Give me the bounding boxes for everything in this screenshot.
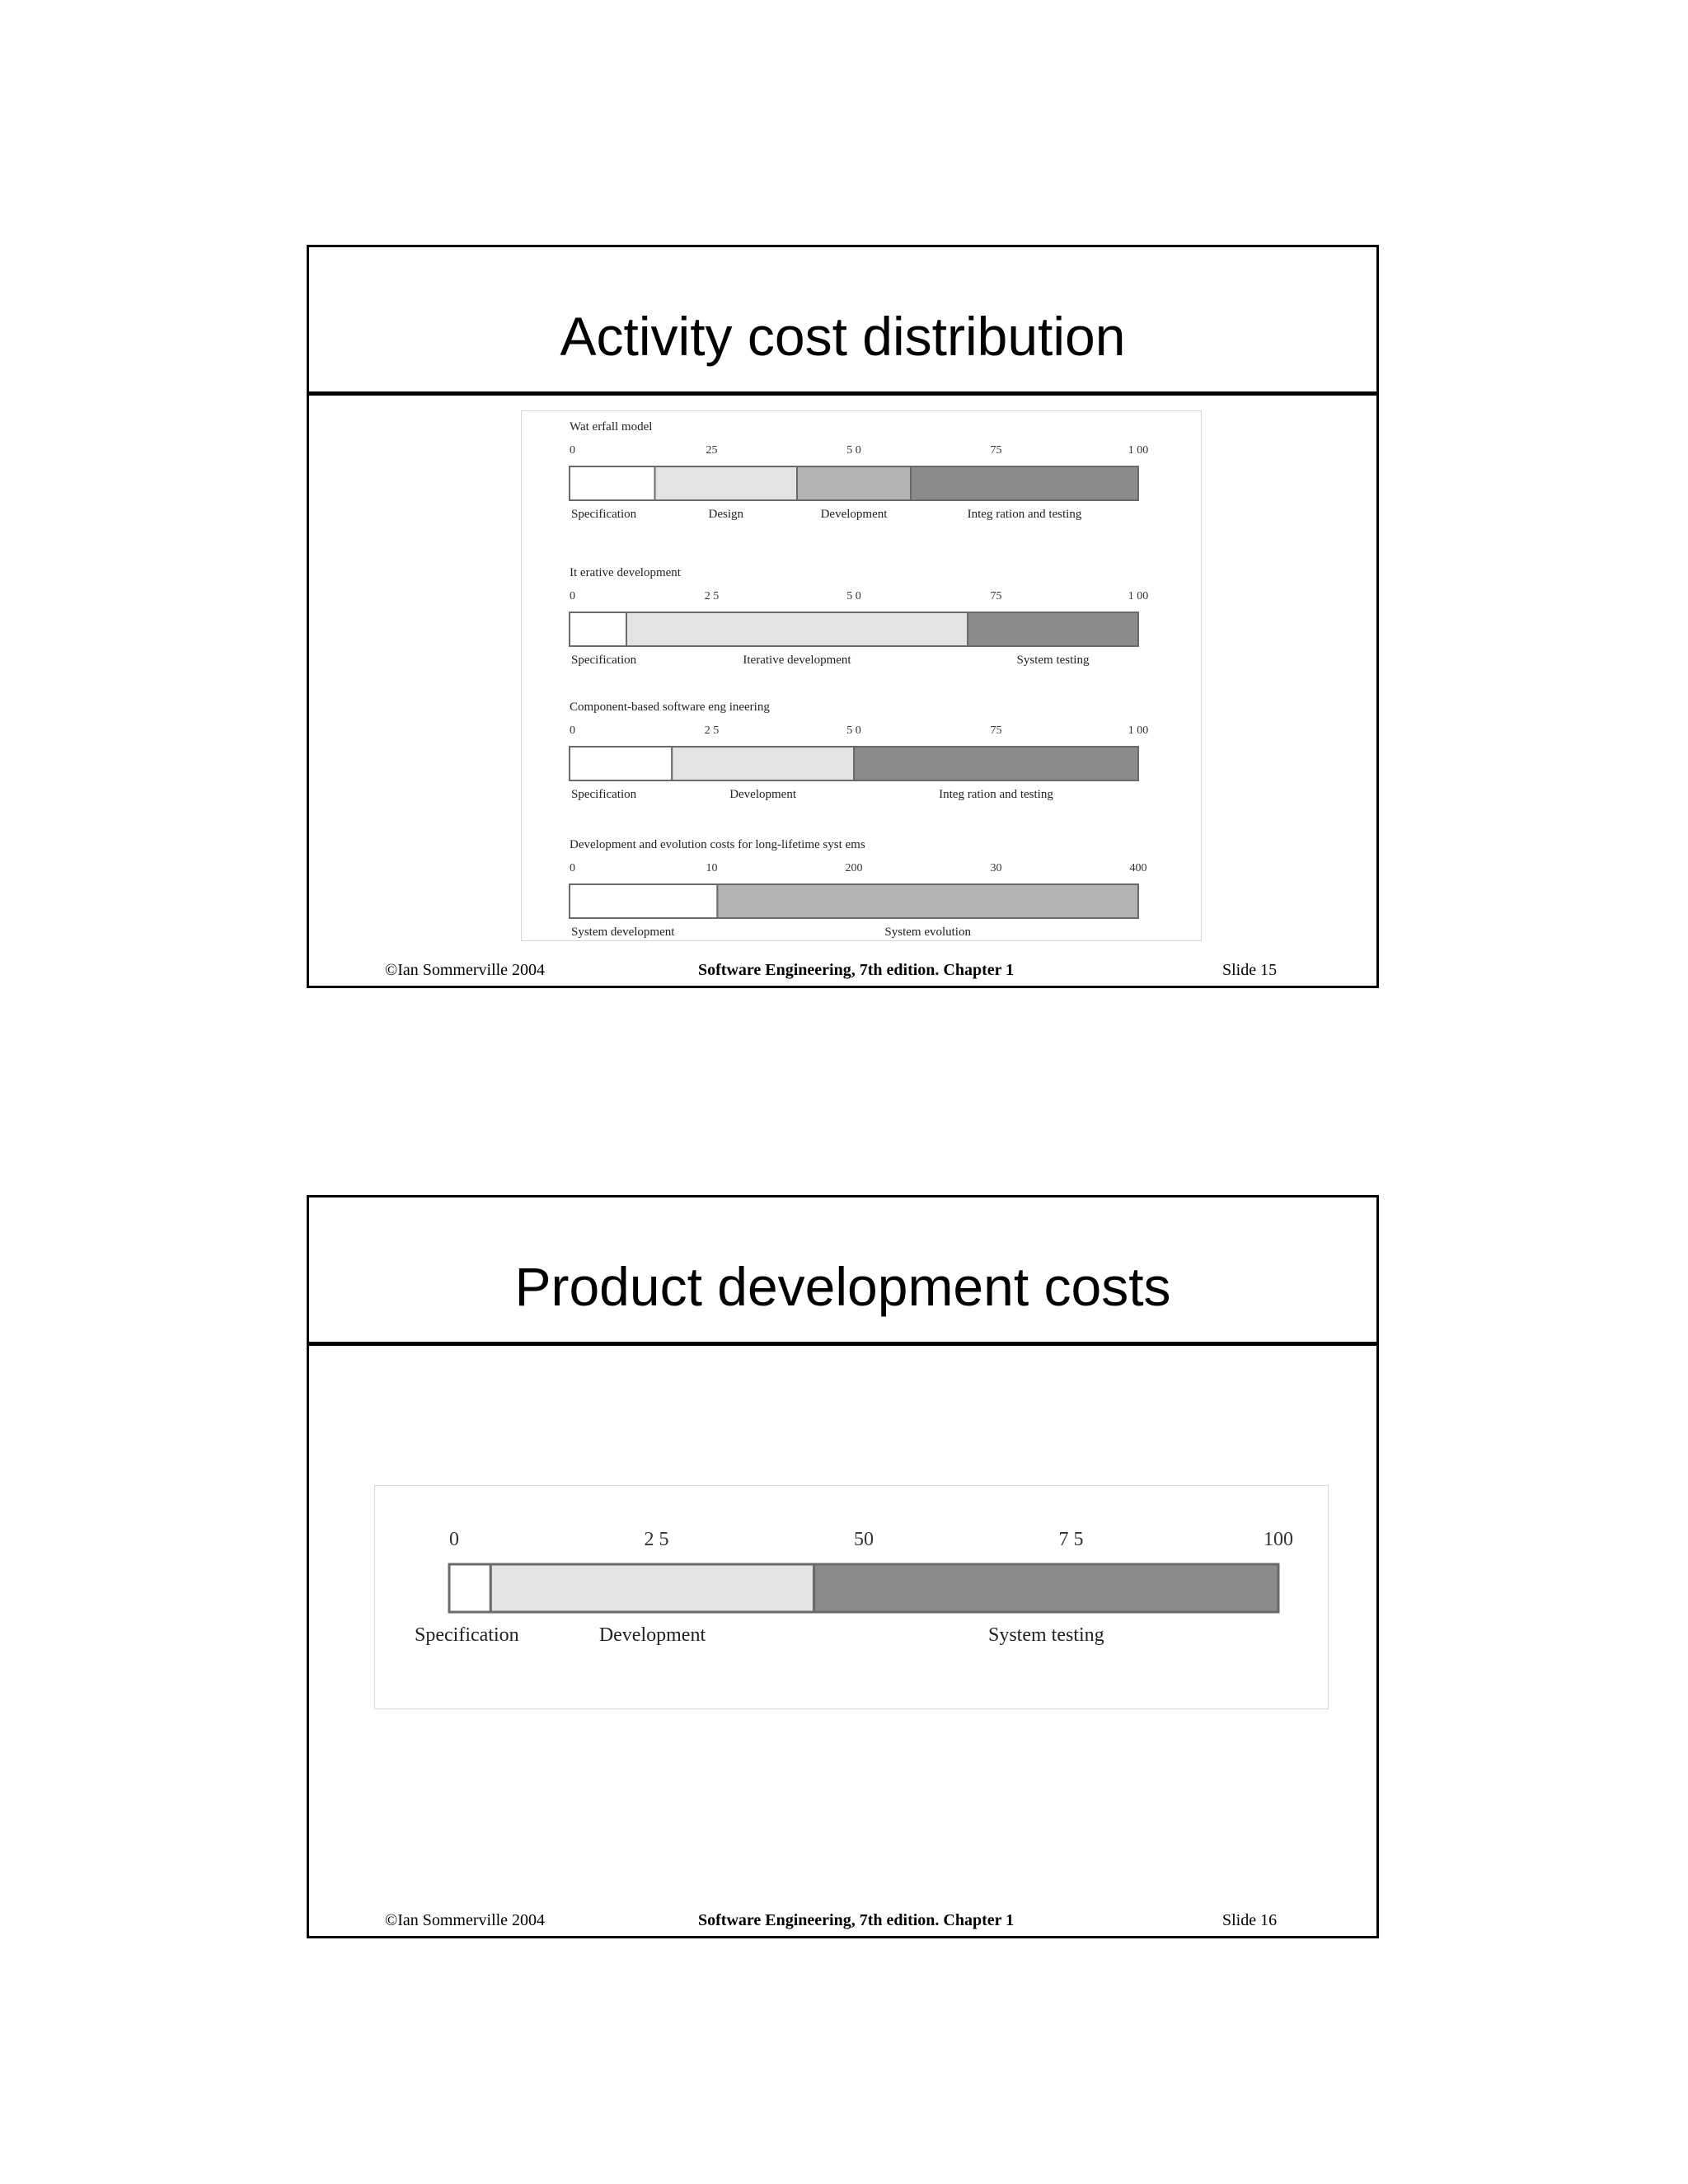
segment-label: System evolution: [884, 926, 971, 939]
footer-copyright: ©Ian Sommerville 2004: [385, 961, 546, 979]
segment-label: System testing: [1016, 654, 1090, 667]
segment-label: Specification: [571, 508, 637, 521]
slide-title: Product development costs: [514, 1256, 1171, 1317]
tick-label: 75: [990, 724, 1002, 737]
segment-label: System development: [571, 926, 675, 939]
bar-segment: [655, 466, 798, 500]
segment-label: Integ ration and testing: [967, 508, 1082, 521]
tick-label: 75: [990, 444, 1002, 457]
tick-label: 2 5: [704, 590, 720, 602]
chart-title: Development and evolution costs for long-lifetime syst ems: [570, 838, 865, 851]
bar-segment: [570, 612, 626, 646]
product-cost-figure: [374, 1485, 1329, 1709]
slide-15: [307, 245, 1379, 988]
bar-segment: [490, 1564, 814, 1612]
segment-label: Development: [598, 1624, 706, 1646]
chart-title: It erative development: [570, 566, 681, 579]
segment-label: Specification: [571, 654, 637, 667]
tick-label: 2 5: [644, 1529, 669, 1550]
footer-slide-number: Slide 15: [1222, 961, 1278, 979]
title-divider: [309, 1342, 1376, 1346]
activity-cost-figure: [521, 410, 1202, 941]
tick-label: 10: [706, 862, 718, 874]
segment-label: Specification: [415, 1624, 519, 1646]
chart-title: Component-based software eng ineering: [570, 701, 770, 714]
slide-16: [307, 1195, 1379, 1938]
bar-segment: [814, 1564, 1278, 1612]
chart-title: Wat erfall model: [570, 420, 653, 434]
tick-label: 30: [990, 862, 1002, 874]
bar-segment: [570, 466, 655, 500]
product-cost-chart: [375, 1486, 1328, 1708]
segment-label: Specification: [571, 788, 637, 801]
segment-label: Iterative development: [743, 654, 851, 667]
segment-label: Development: [820, 508, 888, 521]
bar-segment: [797, 466, 911, 500]
bar-segment: [449, 1564, 490, 1612]
segment-label: Design: [708, 508, 743, 521]
footer-book-title: Software Engineering, 7th edition. Chapter 1: [698, 1911, 1015, 1929]
tick-label: 0: [570, 590, 575, 602]
tick-label: 100: [1264, 1529, 1293, 1550]
footer-copyright: ©Ian Sommerville 2004: [385, 1911, 546, 1929]
tick-label: 5 0: [846, 724, 861, 737]
bar-segment: [672, 747, 854, 780]
footer-book-title: Software Engineering, 7th edition. Chapter 1: [698, 961, 1015, 979]
tick-label: 1 00: [1128, 590, 1149, 602]
tick-label: 7 5: [1058, 1529, 1084, 1550]
tick-label: 0: [570, 444, 575, 457]
tick-label: 0: [570, 724, 575, 737]
bar-segment: [570, 747, 672, 780]
tick-label: 200: [845, 862, 863, 874]
bar-segment: [854, 747, 1138, 780]
segment-label: Development: [729, 788, 797, 801]
tick-label: 0: [570, 862, 575, 874]
bar-segment: [911, 466, 1138, 500]
activity-cost-chart: [522, 411, 1201, 940]
tick-label: 2 5: [704, 724, 720, 737]
bar-segment: [968, 612, 1138, 646]
tick-label: 1 00: [1128, 724, 1149, 737]
tick-label: 1 00: [1128, 444, 1149, 457]
tick-label: 25: [706, 444, 718, 457]
segment-label: Integ ration and testing: [939, 788, 1053, 801]
tick-label: 400: [1129, 862, 1147, 874]
title-divider: [309, 391, 1376, 396]
footer-slide-number: Slide 16: [1222, 1911, 1278, 1929]
slide-title: Activity cost distribution: [560, 306, 1126, 367]
tick-label: 50: [854, 1529, 874, 1550]
bar-segment: [717, 884, 1138, 918]
tick-label: 75: [990, 590, 1002, 602]
tick-label: 5 0: [846, 590, 861, 602]
bar-segment: [626, 612, 968, 646]
tick-label: 5 0: [846, 444, 861, 457]
segment-label: System testing: [987, 1624, 1104, 1646]
bar-segment: [570, 884, 717, 918]
tick-label: 0: [449, 1529, 459, 1550]
